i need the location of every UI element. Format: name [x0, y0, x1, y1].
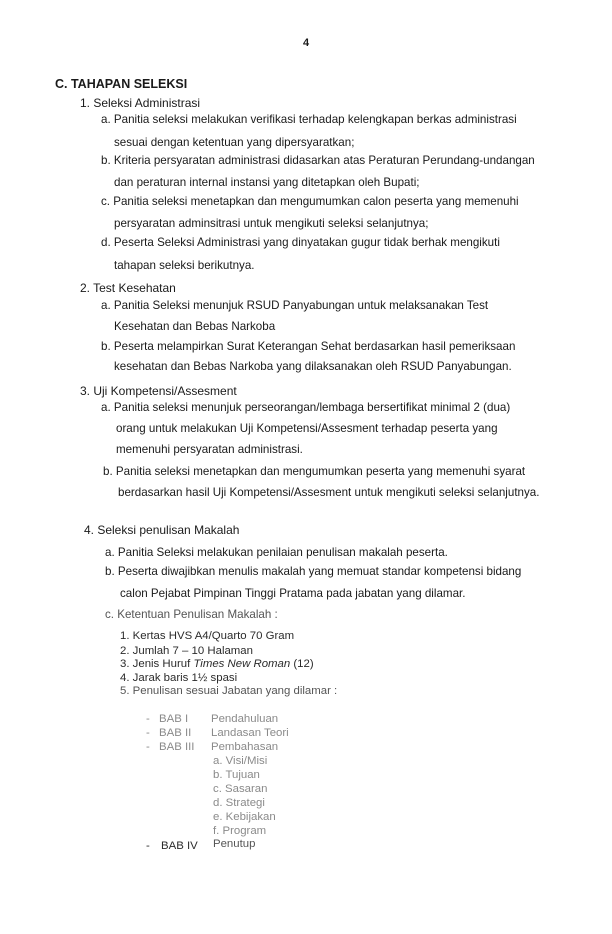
makalah-item-c: c. Ketentuan Penulisan Makalah : — [105, 608, 278, 621]
bab-3-title: Pembahasan — [211, 741, 279, 753]
admin-item-b-line1: b. Kriteria persyaratan administrasi didasarkan atas Peraturan Perundang-undangan — [101, 154, 535, 167]
bab-1-label: BAB I — [159, 713, 189, 725]
pembahasan-sub-a: a. Visi/Misi — [213, 755, 268, 767]
bab-3-dash: - — [146, 741, 150, 753]
admin-item-d-line2: tahapan seleksi berikutnya. — [114, 259, 255, 272]
section-title: C. TAHAPAN SELEKSI — [55, 77, 188, 91]
bab-2-title: Landasan Teori — [211, 727, 289, 739]
kompetensi-item-a-line2: orang untuk melakukan Uji Kompetensi/Assesment terhadap peserta yang — [116, 422, 498, 435]
rule-item-2: 2. Jumlah 7 – 10 Halaman — [120, 645, 253, 657]
kompetensi-item-a-line3: memenuhi persyaratan administrasi. — [116, 443, 303, 456]
rule-item-5: 5. Penulisan sesuai Jabatan yang dilamar : — [120, 685, 338, 697]
pembahasan-sub-c: c. Sasaran — [213, 783, 268, 795]
kesehatan-item-b-line1: b. Peserta melampirkan Surat Keterangan Sehat berdasarkan hasil pemeriksaan — [101, 340, 516, 353]
subsection-title-kompetensi: 3. Uji Kompetensi/Assesment — [80, 384, 237, 398]
makalah-item-a: a. Panitia Seleksi melakukan penilaian penulisan makalah peserta. — [105, 546, 448, 559]
kesehatan-item-b-line2: kesehatan dan Bebas Narkoba yang dilaksanakan oleh RSUD Panyabungan. — [114, 360, 512, 373]
rule-item-1: 1. Kertas HVS A4/Quarto 70 Gram — [120, 630, 295, 642]
bab-4-title: Penutup — [213, 838, 256, 850]
kesehatan-item-a-line2: Kesehatan dan Bebas Narkoba — [114, 320, 276, 333]
bab-2-label: BAB II — [159, 727, 192, 739]
bab-2-dash: - — [146, 727, 150, 739]
rule-item-3-suffix: (12) — [290, 658, 314, 670]
bab-4-label: BAB IV — [161, 840, 198, 852]
admin-item-a-line1: a. Panitia seleksi melakukan verifikasi terhadap kelengkapan berkas administrasi — [101, 113, 517, 126]
bab-1-dash: - — [146, 713, 150, 725]
kompetensi-item-a-line1: a. Panitia seleksi menunjuk perseorangan/lembaga bersertifikat minimal 2 (dua) — [101, 401, 511, 414]
page-number: 4 — [303, 37, 310, 49]
bab-4-dash: - — [146, 840, 150, 852]
kompetensi-item-b-line1: b. Panitia seleksi menetapkan dan mengumumkan peserta yang memenuhi syarat — [103, 465, 526, 478]
pembahasan-sub-f: f. Program — [213, 825, 267, 837]
pembahasan-sub-d: d. Strategi — [213, 797, 265, 809]
subsection-title-administrasi: 1. Seleksi Administrasi — [80, 96, 201, 110]
rule-item-4: 4. Jarak baris 1½ spasi — [120, 672, 238, 684]
bab-3-label: BAB III — [159, 741, 195, 753]
kompetensi-item-b-line2: berdasarkan hasil Uji Kompetensi/Assesment untuk mengikuti seleksi selanjutnya. — [118, 486, 540, 499]
makalah-item-b-line2: calon Pejabat Pimpinan Tinggi Pratama pada jabatan yang dilamar. — [120, 587, 466, 600]
admin-item-c-line1: c. Panitia seleksi menetapkan dan mengumumkan calon peserta yang memenuhi — [101, 195, 519, 208]
makalah-item-b-line1: b. Peserta diwajibkan menulis makalah yang memuat standar kompetensi bidang — [105, 565, 522, 578]
admin-item-d-line1: d. Peserta Seleksi Administrasi yang dinyatakan gugur tidak berhak mengikuti — [101, 236, 500, 249]
rule-item-3-prefix: 3. Jenis Huruf — [120, 658, 194, 670]
admin-item-a-line2: sesuai dengan ketentuan yang dipersyaratkan; — [114, 136, 355, 149]
bab-1-title: Pendahuluan — [211, 713, 279, 725]
pembahasan-sub-b: b. Tujuan — [213, 769, 260, 781]
subsection-title-makalah: 4. Seleksi penulisan Makalah — [84, 523, 240, 537]
rule-item-3 — [120, 658, 314, 670]
kesehatan-item-a-line1: a. Panitia Seleksi menunjuk RSUD Panyabungan untuk melaksanakan Test — [101, 299, 489, 312]
admin-item-b-line2: dan peraturan internal instansi yang ditetapkan oleh Bupati; — [114, 176, 420, 189]
rule-item-3-font-name: Times New Roman — [193, 658, 291, 670]
admin-item-c-line2: persyaratan adminsitrasi untuk mengikuti seleksi selanjutnya; — [114, 217, 429, 230]
pembahasan-sub-e: e. Kebijakan — [213, 811, 276, 823]
subsection-title-kesehatan: 2. Test Kesehatan — [80, 281, 176, 295]
